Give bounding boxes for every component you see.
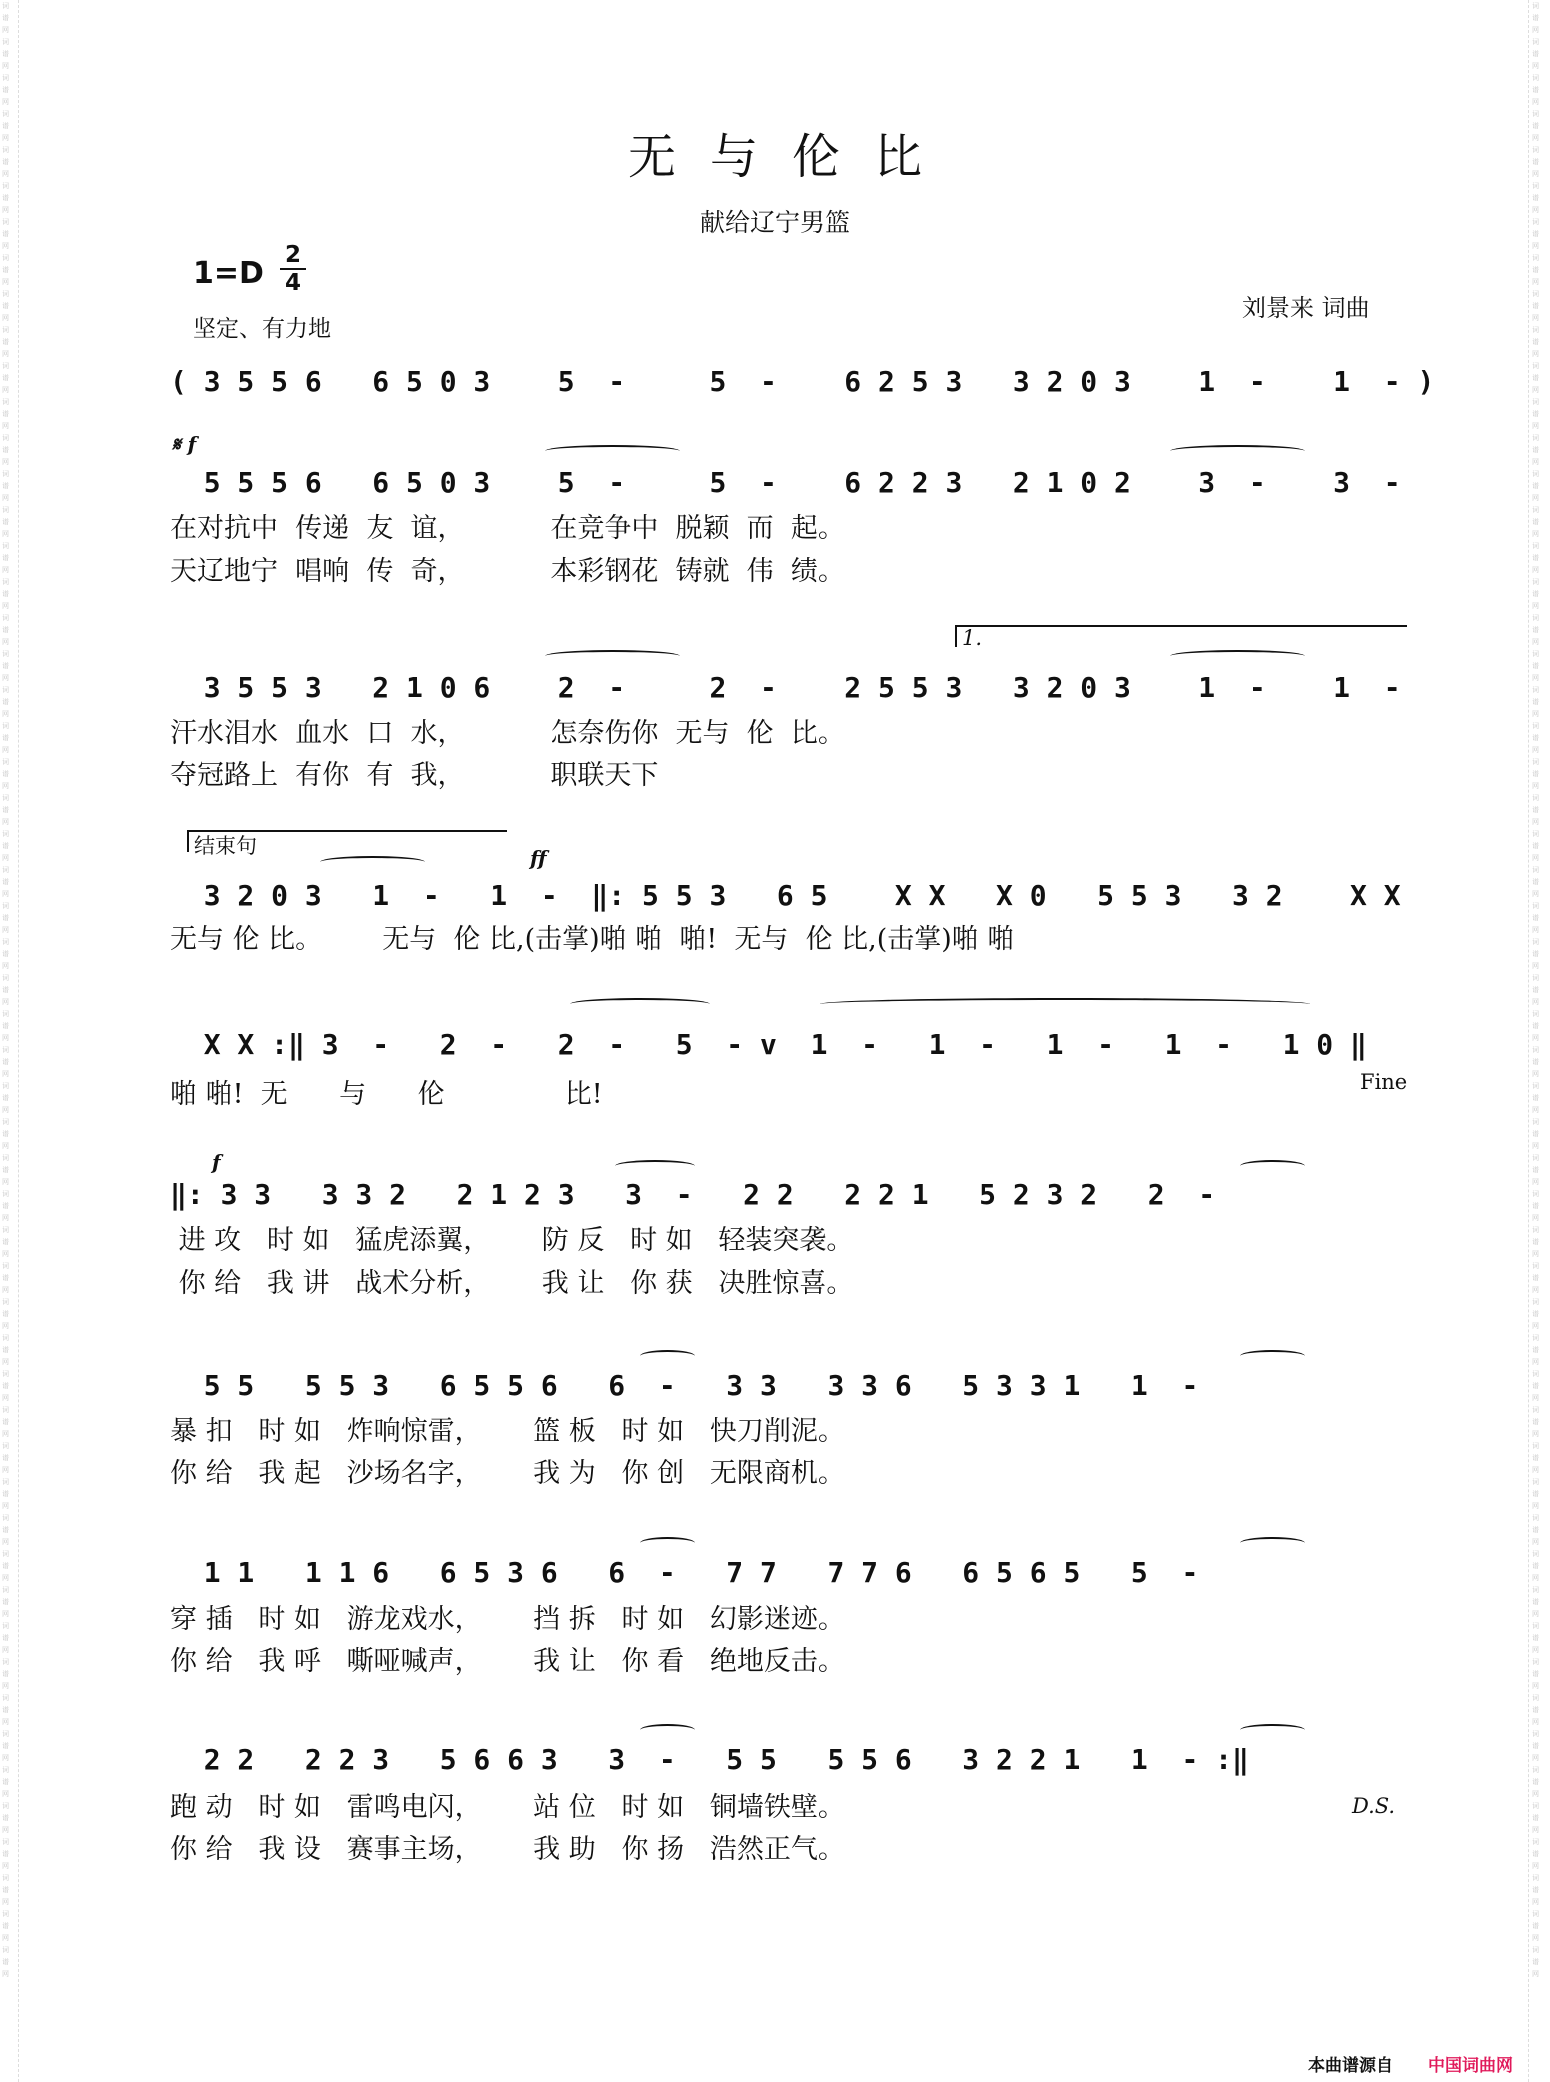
footer-source-text: 本曲谱源自 [1308, 2056, 1393, 2076]
segno-forte-mark: 𝄋 f [172, 432, 197, 456]
lyric-line-3b: 夺冠路上 有你 有 我， 职联天下 [170, 760, 659, 791]
volta-bracket [955, 625, 1407, 647]
tempo-marking: 坚定、有力地 [193, 316, 331, 342]
notation: 1 1 1 1 6 6 5 3 6 6 - 7 7 7 7 6 6 5 6 5 5 - [170, 1556, 1199, 1589]
author-credit: 刘景来 词曲 [1242, 294, 1370, 322]
lyric-line-5: 啪 啪! 无 与 伦 比! [170, 1079, 603, 1110]
score-line-9 [170, 1740, 1410, 1780]
watermark-right: 词谱网词谱网词谱网词谱网词谱网词谱网词谱网词谱网词谱网词谱网词谱网词谱网词谱网词谱网词谱网词谱网词谱网词谱网词谱网词谱网词谱网词谱网词谱网词谱网词谱网词谱网词谱网词谱网词谱网词谱网词谱网词谱网词谱网词谱网词谱网词谱网词谱网词谱网词谱网词谱网词谱网词谱网词谱网词谱网词谱网词谱网词谱网词谱网词谱网词谱网词谱网词谱网词谱网词谱网词谱网 [1532, 2, 1539, 1978]
tie-arc [1240, 1350, 1305, 1362]
song-title: 无与伦比 [627, 129, 956, 185]
key-signature: 1=D [193, 256, 264, 291]
notation: ( 3 5 5 6 6 5 0 3 5 - 5 - 6 2 5 3 3 2 0 3 1 - 1 - ) [170, 365, 1435, 398]
lyric-line-4: 无与 伦 比。 无与 伦 比,(击掌)啪 啪 啪! 无与 伦 比,(击掌)啪 啪 [170, 924, 1015, 955]
tie-arc [1240, 1537, 1305, 1549]
forte-mark: f [212, 1150, 221, 1174]
lyric-line-9b: 你 给 我 设 赛事主场， 我 助 你 扬 浩然正气。 [170, 1834, 845, 1865]
time-signature [280, 242, 306, 296]
lyric-line-8b: 你 给 我 呼 嘶哑喊声， 我 让 你 看 绝地反击。 [170, 1646, 845, 1677]
score-line-2 [170, 463, 1410, 503]
tie-arc [640, 1537, 695, 1549]
lyric-line-2b: 天辽地宁 唱响 传 奇， 本彩钢花 铸就 伟 绩。 [170, 556, 845, 587]
tie-arc [320, 856, 425, 868]
score-line-8 [170, 1553, 1410, 1593]
tie-arc [1170, 445, 1305, 457]
volta-label: 1. [962, 626, 983, 650]
score-line-1 [170, 362, 1435, 402]
tie-arc [1240, 1724, 1305, 1736]
meter-bottom: 4 [280, 268, 306, 296]
tie-arc [545, 445, 680, 457]
score-line-7 [170, 1366, 1410, 1406]
ending-label: 结束句 [194, 834, 257, 858]
lyric-line-3a: 汗水泪水 血水 口 水， 怎奈伤你 无与 伦 比。 [170, 718, 845, 749]
notation: 5 5 5 5 3 6 5 5 6 6 - 3 3 3 3 6 5 3 3 1 1 - [170, 1369, 1199, 1402]
lyric-line-7a: 暴 扣 时 如 炸响惊雷， 篮 板 时 如 快刀削泥。 [170, 1416, 845, 1447]
tie-arc [1240, 1160, 1305, 1172]
fortissimo-mark: ff [530, 846, 547, 870]
score-line-4 [170, 876, 1410, 916]
notation: X X :‖ 3 - 2 - 2 - 5 - v 1 - 1 - 1 - 1 - 1 0 ‖ [170, 1028, 1367, 1061]
watermark-left: 词谱网词谱网词谱网词谱网词谱网词谱网词谱网词谱网词谱网词谱网词谱网词谱网词谱网词谱网词谱网词谱网词谱网词谱网词谱网词谱网词谱网词谱网词谱网词谱网词谱网词谱网词谱网词谱网词谱网词谱网词谱网词谱网词谱网词谱网词谱网词谱网词谱网词谱网词谱网词谱网词谱网词谱网词谱网词谱网词谱网词谱网词谱网词谱网词谱网词谱网词谱网词谱网词谱网词谱网词谱网 [2, 2, 9, 1978]
meter-top: 2 [284, 242, 301, 268]
tie-arc [640, 1350, 695, 1362]
right-margin-line [1528, 0, 1529, 2082]
notation: 3 5 5 3 2 1 0 6 2 - 2 - 2 5 5 3 3 2 0 3 1 - 1 - [170, 671, 1401, 704]
lyric-line-8a: 穿 插 时 如 游龙戏水， 挡 拆 时 如 幻影迷迹。 [170, 1604, 845, 1635]
lyric-line-9a: 跑 动 时 如 雷鸣电闪， 站 位 时 如 铜墙铁壁。 [170, 1792, 845, 1823]
notation: 5 5 5 6 6 5 0 3 5 - 5 - 6 2 2 3 2 1 0 2 3 - 3 - [170, 466, 1401, 499]
lyric-line-6b: 你 给 我 讲 战术分析， 我 让 你 获 决胜惊喜。 [170, 1268, 854, 1299]
tie-arc [545, 650, 680, 662]
lyric-line-7b: 你 给 我 起 沙场名字， 我 为 你 创 无限商机。 [170, 1458, 845, 1489]
notation: 3 2 0 3 1 - 1 - ‖: 5 5 3 6 5 X X X 0 5 5 3 3 2 X X [170, 879, 1401, 912]
tie-arc [1170, 650, 1305, 662]
left-margin-line [18, 0, 19, 2082]
tie-arc [615, 1160, 695, 1172]
score-line-5 [170, 1025, 1410, 1065]
song-subtitle: 献给辽宁男篮 [699, 208, 850, 237]
tie-arc [570, 998, 710, 1010]
lyric-line-2a: 在对抗中 传递 友 谊， 在竞争中 脱颖 而 起。 [170, 513, 845, 544]
tie-arc [640, 1724, 695, 1736]
score-line-3 [170, 668, 1410, 708]
dal-segno-mark: D.S. [1352, 1794, 1396, 1818]
lyric-line-6a: 进 攻 时 如 猛虎添翼， 防 反 时 如 轻装突袭。 [170, 1225, 854, 1256]
fine-mark: Fine [1360, 1070, 1408, 1094]
score-line-6 [170, 1175, 1410, 1215]
notation: 2 2 2 2 3 5 6 6 3 3 - 5 5 5 5 6 3 2 2 1 1 - :‖ [170, 1743, 1249, 1776]
tie-arc [820, 998, 1310, 1010]
footer-site-link[interactable]: 中国词曲网 [1428, 2056, 1513, 2076]
notation: ‖: 3 3 3 3 2 2 1 2 3 3 - 2 2 2 2 1 5 2 3 2 2 - [170, 1178, 1216, 1211]
